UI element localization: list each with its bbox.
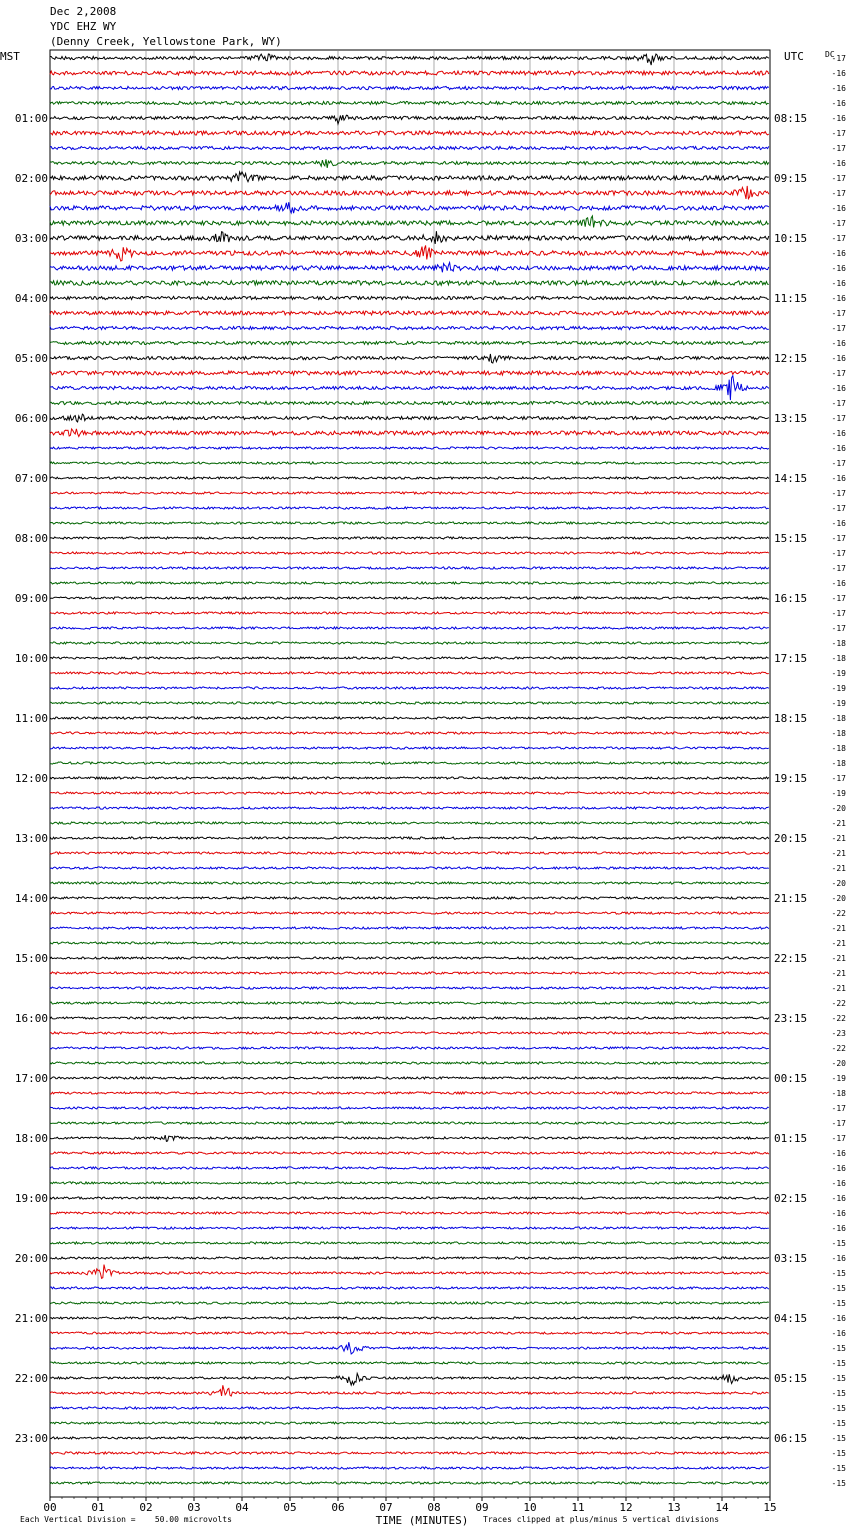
clip-note: Traces clipped at plus/minus 5 vertical divisions [483,1515,720,1524]
left-hour-label: 15:00 [14,952,48,965]
dc-offset-label: -22 [831,1014,846,1023]
trace-row-91 [50,1422,769,1424]
date-label: Dec 2,2008 [50,5,117,18]
dc-offset-label: -17 [831,564,846,573]
dc-offset-label: -16 [831,1194,846,1203]
dc-offset-label: -16 [831,1179,846,1188]
trace-row-0 [50,54,769,65]
dc-offset-label: -21 [831,984,846,993]
dc-offset-label: -16 [831,69,846,78]
dc-offset-label: -17 [831,54,846,63]
trace-row-50 [50,807,769,809]
trace-row-29 [50,492,769,494]
dc-offset-label: -20 [831,804,846,813]
dc-offset-label: -16 [831,474,846,483]
trace-row-80 [50,1257,769,1259]
dc-offset-label: -17 [831,594,846,603]
trace-row-94 [50,1467,769,1469]
left-hour-label: 18:00 [14,1132,48,1145]
scale-note: Each Vertical Division = 50.00 microvolts [20,1515,232,1524]
x-tick-label: 11 [571,1501,585,1514]
trace-row-28 [50,477,769,479]
trace-row-52 [50,837,769,839]
left-hour-label: 02:00 [14,172,48,185]
right-hour-label: 21:15 [774,892,808,905]
dc-offset-label: -15 [831,1404,846,1413]
right-hour-label: 23:15 [774,1012,808,1025]
dc-offset-label: -16 [831,1209,846,1218]
dc-offset-label: -15 [831,1299,846,1308]
dc-offset-label: -17 [831,144,846,153]
dc-offset-label: -18 [831,1089,846,1098]
right-hour-label: 16:15 [774,592,808,605]
trace-row-34 [50,567,769,569]
trace-row-22 [50,376,769,400]
trace-row-88 [50,1373,769,1385]
right-hour-label: 17:15 [774,652,808,665]
dc-offset-label: -16 [831,1149,846,1158]
trace-row-16 [50,296,769,299]
right-hour-label: 02:15 [774,1192,808,1205]
trace-row-43 [50,702,769,704]
dc-offset-label: -19 [831,669,846,678]
trace-row-76 [50,1197,769,1199]
left-hour-label: 03:00 [14,232,48,245]
trace-row-49 [50,792,769,794]
dc-offset-label: -17 [831,1134,846,1143]
left-hour-label: 09:00 [14,592,48,605]
left-hour-label: 20:00 [14,1252,48,1265]
trace-row-58 [50,927,769,929]
dc-offset-label: -15 [831,1374,846,1383]
trace-row-84 [50,1317,769,1319]
x-tick-label: 02 [139,1501,153,1514]
dc-offset-label: -16 [831,339,846,348]
trace-row-90 [50,1407,769,1409]
right-hour-label: 00:15 [774,1072,808,1085]
dc-offset-label: -17 [831,534,846,543]
left-hour-label: 11:00 [14,712,48,725]
trace-row-46 [50,747,769,749]
right-hour-label: 05:15 [774,1372,808,1385]
trace-row-25 [50,429,769,437]
left-hour-label: 06:00 [14,412,48,425]
trace-row-33 [50,552,769,554]
dc-offset-label: -19 [831,1074,846,1083]
right-hour-label: 15:15 [774,532,808,545]
right-hour-label: 10:15 [774,232,808,245]
trace-row-21 [50,371,769,375]
right-hour-label: 19:15 [774,772,808,785]
dc-offset-label: -21 [831,819,846,828]
trace-row-54 [50,867,769,869]
trace-row-48 [50,777,769,779]
x-tick-label: 10 [523,1501,537,1514]
dc-offset-label: -17 [831,414,846,423]
trace-row-20 [50,354,769,363]
dc-offset-label: -17 [831,309,846,318]
trace-row-31 [50,522,769,524]
dc-offset-label: -15 [831,1284,846,1293]
trace-row-44 [50,717,769,719]
dc-offset-label: -17 [831,174,846,183]
trace-row-93 [50,1452,769,1454]
dc-offset-label: -16 [831,354,846,363]
dc-offset-label: -16 [831,1329,846,1338]
trace-row-70 [50,1107,769,1109]
dc-offset-label: -15 [831,1434,846,1443]
trace-row-45 [50,732,769,734]
trace-row-32 [50,537,769,539]
trace-row-26 [50,447,769,449]
dc-offset-label: -22 [831,999,846,1008]
dc-offset-label: -16 [831,444,846,453]
x-tick-label: 14 [715,1501,729,1514]
dc-offset-label: -17 [831,624,846,633]
dc-offset-label: -15 [831,1239,846,1248]
trace-row-3 [50,101,769,104]
dc-offset-label: -16 [831,429,846,438]
trace-row-87 [50,1362,769,1364]
dc-offset-label: -20 [831,1059,846,1068]
dc-offset-label: -15 [831,1344,846,1353]
left-hour-label: 22:00 [14,1372,48,1385]
trace-row-1 [50,71,769,75]
dc-offset-label: -21 [831,924,846,933]
dc-offset-label: -22 [831,909,846,918]
trace-row-78 [50,1227,769,1229]
dc-offset-label: -18 [831,654,846,663]
trace-row-57 [50,912,769,914]
trace-row-60 [50,957,769,959]
dc-offset-label: -18 [831,639,846,648]
dc-offset-label: -16 [831,249,846,258]
trace-row-2 [50,86,769,89]
trace-row-79 [50,1242,769,1244]
dc-offset-label: -16 [831,279,846,288]
trace-row-72 [50,1135,769,1141]
left-hour-label: 14:00 [14,892,48,905]
dc-offset-label: -16 [831,519,846,528]
right-hour-label: 13:15 [774,412,808,425]
right-hour-label: 01:15 [774,1132,808,1145]
trace-row-36 [50,597,769,599]
trace-row-18 [50,326,769,329]
trace-row-62 [50,987,769,989]
trace-row-6 [50,146,769,149]
dc-offset-label: -16 [831,579,846,588]
dc-offset-label: -18 [831,759,846,768]
trace-row-59 [50,942,769,944]
dc-offset-label: -16 [831,1314,846,1323]
trace-row-73 [50,1152,769,1154]
dc-offset-label: -16 [831,159,846,168]
trace-row-27 [50,462,769,464]
x-tick-label: 01 [91,1501,105,1514]
trace-row-5 [50,131,769,135]
right-hour-label: 03:15 [774,1252,808,1265]
trace-row-10 [50,202,769,213]
trace-row-47 [50,762,769,764]
dc-offset-label: -15 [831,1449,846,1458]
dc-offset-label: -17 [831,129,846,138]
trace-row-30 [50,507,769,509]
right-hour-label: 11:15 [774,292,808,305]
dc-offset-label: -19 [831,789,846,798]
left-timezone-label: MST [0,50,20,63]
right-timezone-label: UTC [784,50,804,63]
dc-offset-label: -22 [831,1044,846,1053]
right-hour-label: 04:15 [774,1312,808,1325]
trace-row-69 [50,1092,769,1094]
right-hour-label: 06:15 [774,1432,808,1445]
right-hour-label: 12:15 [774,352,808,365]
trace-row-14 [50,263,769,273]
dc-offset-label: -20 [831,879,846,888]
dc-offset-label: -16 [831,384,846,393]
x-tick-label: 00 [43,1501,57,1514]
trace-row-13 [50,245,769,261]
dc-offset-label: -17 [831,459,846,468]
trace-row-64 [50,1017,769,1019]
dc-offset-label: -16 [831,294,846,303]
left-hour-label: 21:00 [14,1312,48,1325]
right-hour-label: 14:15 [774,472,808,485]
trace-row-8 [50,172,769,182]
dc-offset-label: -21 [831,834,846,843]
trace-row-38 [50,627,769,629]
trace-row-89 [50,1385,769,1396]
dc-offset-label: -21 [831,864,846,873]
trace-row-51 [50,822,769,824]
trace-row-56 [50,897,769,899]
dc-offset-label: -16 [831,264,846,273]
left-hour-label: 07:00 [14,472,48,485]
trace-row-11 [50,216,769,228]
dc-offset-label: -21 [831,939,846,948]
dc-offset-label: -16 [831,204,846,213]
dc-offset-label: -15 [831,1479,846,1488]
trace-row-63 [50,1002,769,1004]
trace-row-92 [50,1437,769,1439]
dc-offset-label: -18 [831,714,846,723]
dc-offset-label: -19 [831,699,846,708]
trace-row-95 [50,1482,769,1484]
trace-row-37 [50,612,769,614]
right-hour-label: 08:15 [774,112,808,125]
dc-offset-label: -17 [831,324,846,333]
trace-row-83 [50,1302,769,1304]
x-tick-label: 13 [667,1501,681,1514]
trace-row-82 [50,1287,769,1289]
left-hour-label: 04:00 [14,292,48,305]
trace-row-68 [50,1077,769,1079]
dc-offset-label: -16 [831,99,846,108]
dc-offset-label: -16 [831,1224,846,1233]
x-tick-label: 07 [379,1501,393,1514]
trace-row-55 [50,882,769,884]
trace-row-74 [50,1167,769,1169]
dc-offset-label: -17 [831,774,846,783]
dc-offset-label: -17 [831,549,846,558]
x-axis-title: TIME (MINUTES) [375,1514,469,1527]
dc-offset-label: -17 [831,234,846,243]
dc-offset-label: -17 [831,399,846,408]
dc-offset-label: -17 [831,609,846,618]
dc-offset-label: -15 [831,1419,846,1428]
station-label: YDC EHZ WY [50,20,117,33]
location-label: (Denny Creek, Yellowstone Park, WY) [50,35,282,48]
trace-row-19 [50,341,769,344]
trace-row-81 [50,1265,769,1279]
dc-offset-label: -17 [831,369,846,378]
trace-row-41 [50,672,769,674]
dc-offset-label: -16 [831,1164,846,1173]
trace-row-15 [50,281,769,285]
dc-offset-label: -20 [831,894,846,903]
right-hour-label: 22:15 [774,952,808,965]
dc-offset-label: -21 [831,954,846,963]
left-hour-label: 23:00 [14,1432,48,1445]
dc-offset-label: -18 [831,744,846,753]
trace-row-7 [50,159,769,168]
trace-row-75 [50,1182,769,1184]
left-hour-label: 01:00 [14,112,48,125]
x-tick-label: 15 [763,1501,777,1514]
dc-offset-label: -17 [831,219,846,228]
trace-row-61 [50,972,769,974]
trace-row-35 [50,582,769,584]
trace-row-23 [50,401,769,404]
x-tick-label: 03 [187,1501,201,1514]
dc-offset-label: -17 [831,1104,846,1113]
left-hour-label: 19:00 [14,1192,48,1205]
dc-offset-label: -16 [831,1254,846,1263]
x-tick-label: 09 [475,1501,489,1514]
left-hour-label: 16:00 [14,1012,48,1025]
dc-offset-label: -16 [831,84,846,93]
right-hour-label: 18:15 [774,712,808,725]
dc-offset-label: -15 [831,1389,846,1398]
trace-row-17 [50,311,769,315]
dc-label: DC [825,50,835,59]
trace-row-66 [50,1047,769,1049]
left-hour-label: 13:00 [14,832,48,845]
trace-row-12 [50,231,769,244]
dc-offset-label: -16 [831,114,846,123]
dc-offset-label: -21 [831,969,846,978]
trace-row-85 [50,1332,769,1334]
dc-offset-label: -15 [831,1464,846,1473]
x-tick-label: 06 [331,1501,345,1514]
dc-offset-label: -17 [831,504,846,513]
left-hour-label: 08:00 [14,532,48,545]
dc-offset-label: -15 [831,1269,846,1278]
trace-row-24 [50,414,769,422]
dc-offset-label: -17 [831,189,846,198]
trace-row-4 [50,115,769,124]
dc-offset-label: -17 [831,1119,846,1128]
dc-offset-label: -23 [831,1029,846,1038]
dc-offset-label: -19 [831,684,846,693]
trace-row-67 [50,1062,769,1064]
left-hour-label: 12:00 [14,772,48,785]
dc-offset-label: -18 [831,729,846,738]
x-tick-label: 05 [283,1501,297,1514]
trace-row-53 [50,852,769,854]
trace-row-86 [50,1342,769,1354]
trace-row-39 [50,642,769,644]
dc-offset-label: -17 [831,489,846,498]
dc-offset-label: -15 [831,1359,846,1368]
trace-row-40 [50,657,769,659]
trace-row-65 [50,1032,769,1034]
x-tick-label: 04 [235,1501,249,1514]
right-hour-label: 09:15 [774,172,808,185]
left-hour-label: 05:00 [14,352,48,365]
right-hour-label: 20:15 [774,832,808,845]
left-hour-label: 17:00 [14,1072,48,1085]
left-hour-label: 10:00 [14,652,48,665]
x-tick-label: 08 [427,1501,441,1514]
trace-row-71 [50,1122,769,1124]
trace-row-9 [50,186,769,199]
trace-row-77 [50,1212,769,1214]
trace-row-42 [50,687,769,689]
x-tick-label: 12 [619,1501,633,1514]
dc-offset-label: -21 [831,849,846,858]
